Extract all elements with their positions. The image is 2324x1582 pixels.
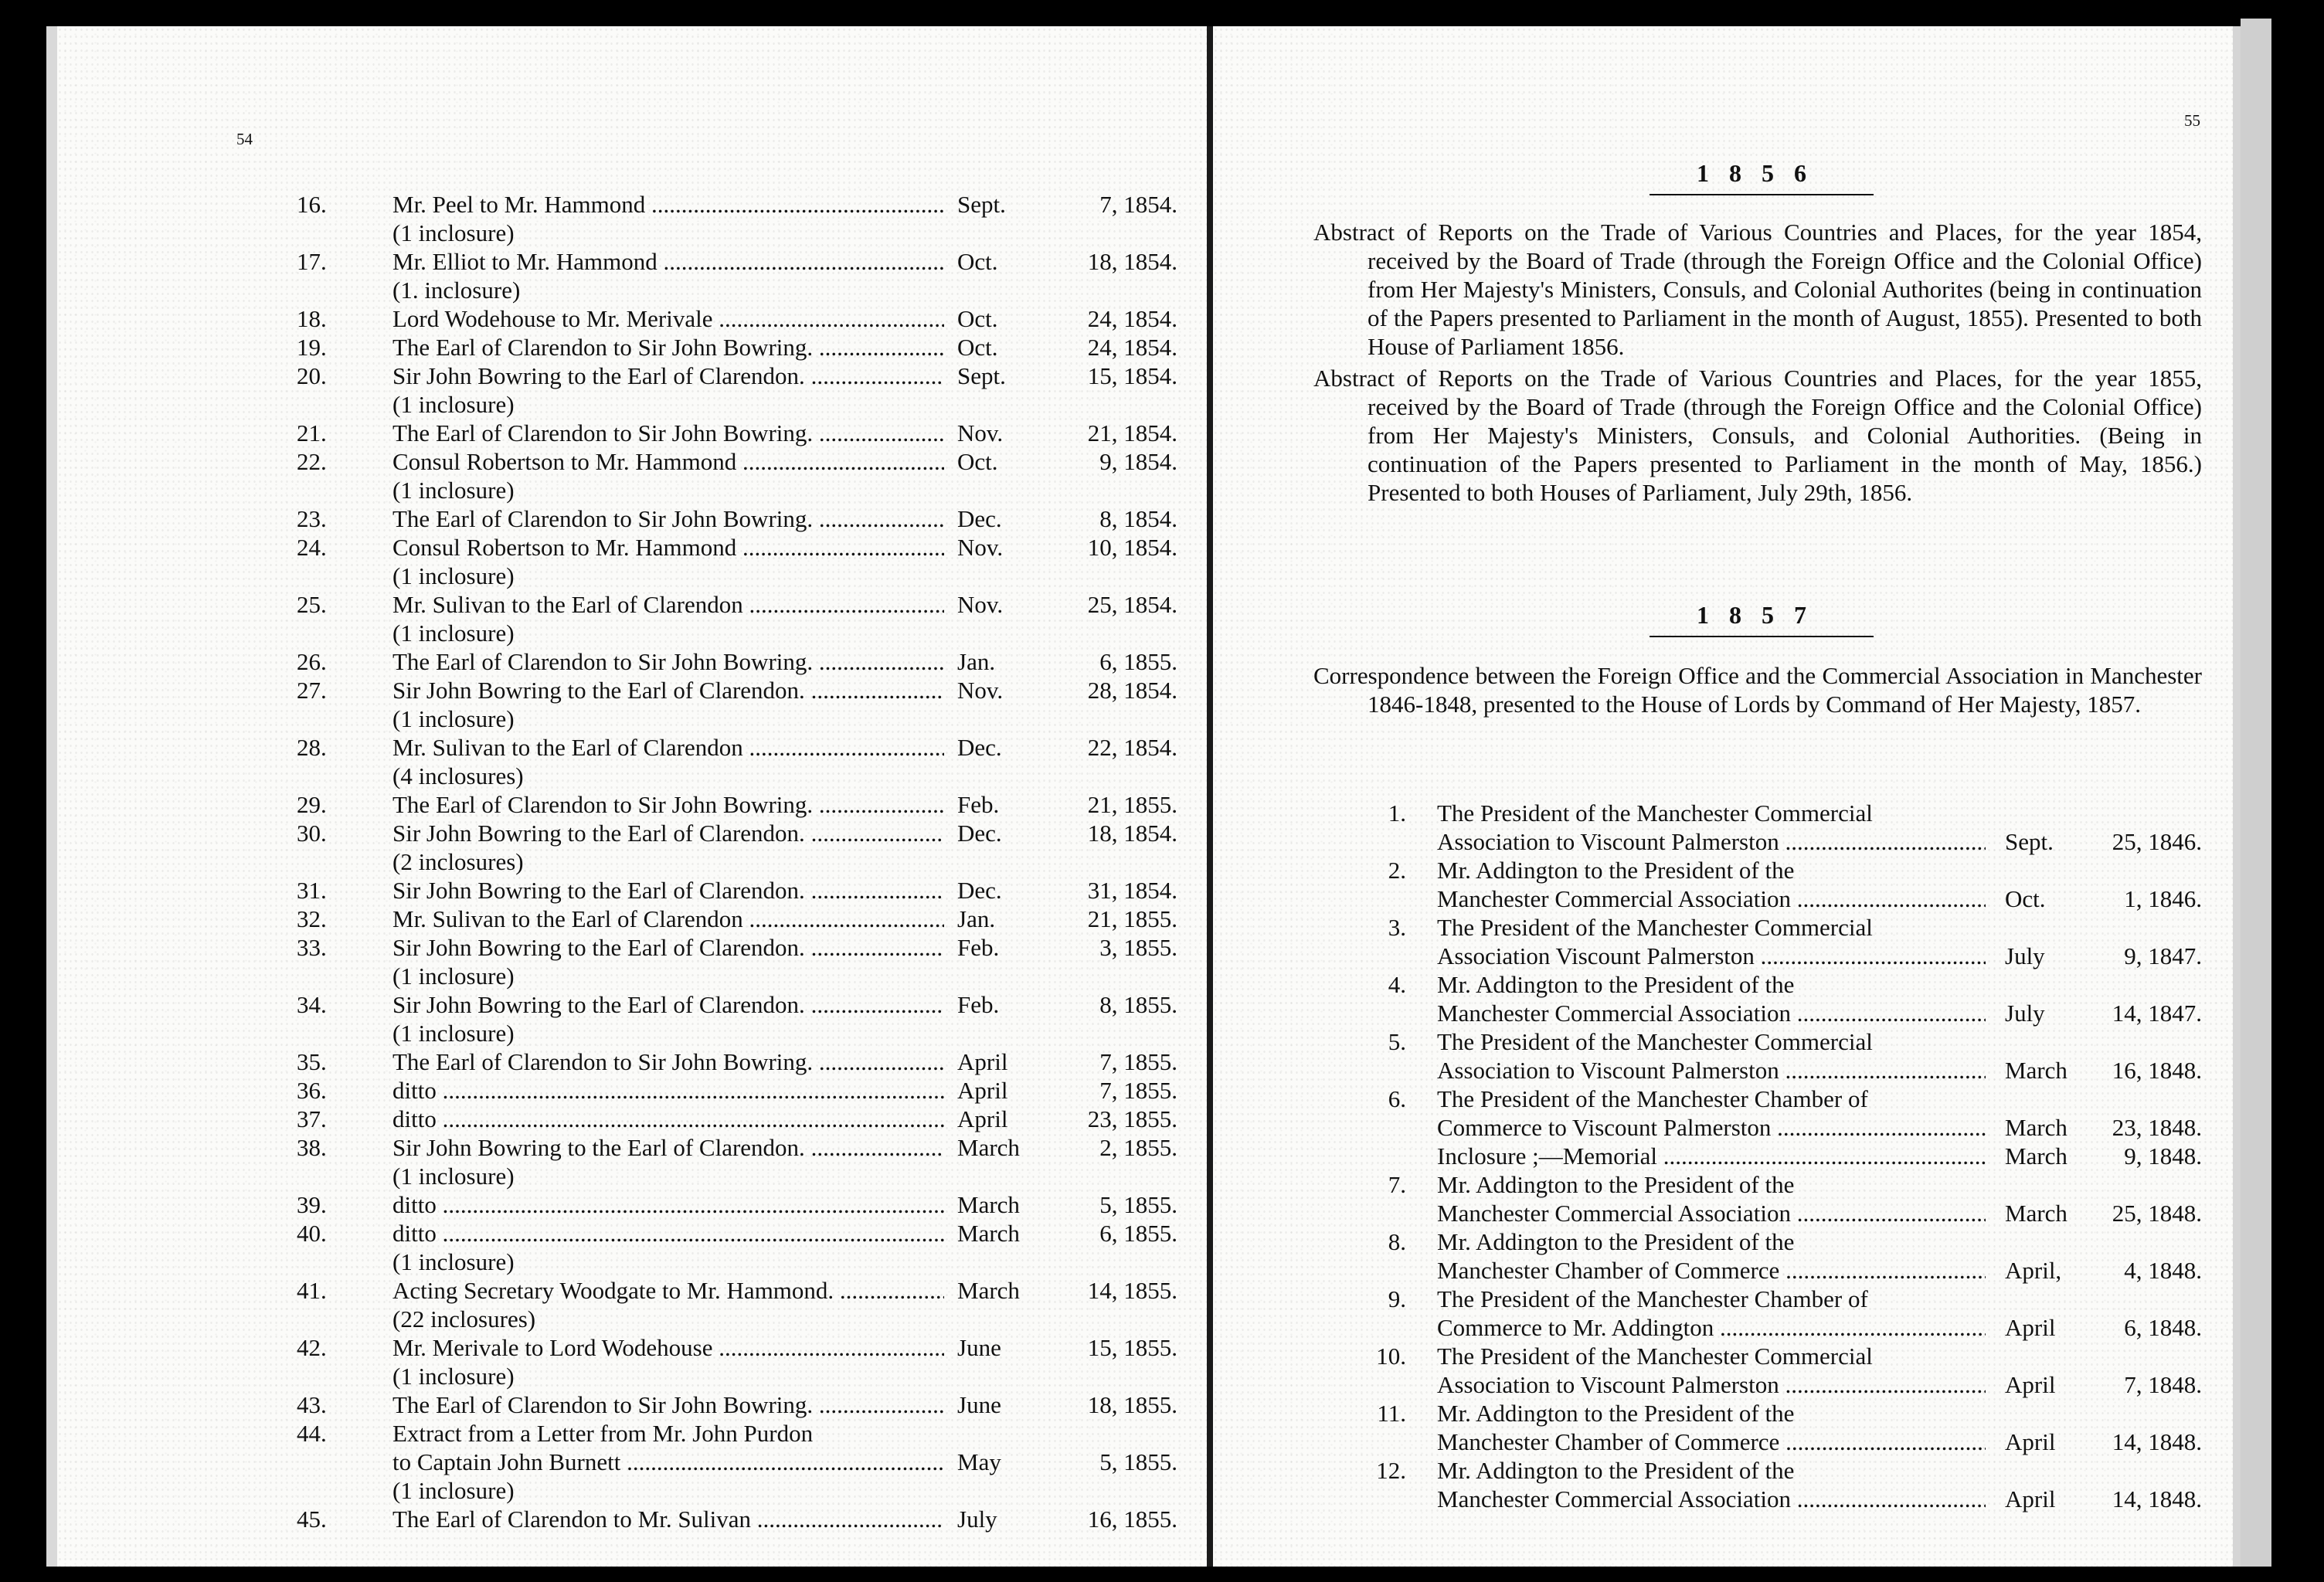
correspondence-title: Correspondence between the Foreign Office and the Commercial Association in Manchester 1846-1848, presented to the House of Lords by Command of Her Majesty, 1857. [1313, 662, 2202, 718]
entry-month: March [957, 1220, 1020, 1247]
entry-number: 35. [297, 1048, 327, 1075]
entry-date: 15, 1854. [1087, 362, 1177, 389]
correspondence-item [1313, 1170, 2202, 1227]
entry-date: 8, 1854. [1099, 505, 1177, 532]
entry-inclosure: (22 inclosures) [392, 1305, 536, 1332]
correspondence-item [1313, 1342, 2202, 1399]
abstract-1856-a: Abstract of Reports on the Trade of Various Countries and Places, for the year 1854, received by the Board of Trade (through the Foreign Office and the Colonial Office) from Her Majesty's Ministers, Consuls, and Colonial Authorites (being in continuation of the Papers presented to Parliament in the month of August, 1855). Presented to both House of Parliament 1856. [1313, 219, 2202, 360]
entry-inclosure: (1 inclosure) [392, 477, 515, 504]
item-line-2: Association to Viscount Palmerston ..... [1437, 1370, 1986, 1399]
item-number: 10. [1376, 1343, 1406, 1370]
entry-month: Feb. [957, 791, 1000, 818]
entry-number: 29. [297, 791, 327, 818]
entry-date: 23, 1855. [1087, 1105, 1177, 1132]
abstract-1856-b: Abstract of Reports on the Trade of Various Countries and Places, for the year 1855, received by the Board of Trade (through the Foreign Office and the Colonial Office) from Her Majesty's Ministers, Consuls, and Colonial Authorities. (Being in continuation of the Papers presented to Parliament in the month of May, 1856.) Presented to both Houses of Parliament, July 29th, 1856. [1313, 365, 2202, 506]
entry-month: Sept. [957, 191, 1006, 218]
item-date: 16, 1848. [2112, 1057, 2202, 1084]
entry-inclosure: (1 inclosure) [392, 562, 515, 589]
entry-date: 22, 1854. [1087, 734, 1177, 761]
letter-entry [297, 190, 1193, 247]
entry-month: Dec. [957, 505, 1002, 532]
item-date: 14, 1848. [2112, 1428, 2202, 1455]
item-month: July [2005, 1000, 2045, 1027]
item-line-1: Mr. Addington to the President of the [1437, 1228, 1795, 1255]
item-line-2: Manchester Commercial Association ..... [1437, 999, 1986, 1027]
letter-entry [297, 1219, 1193, 1276]
entry-inclosure: (1. inclosure) [392, 277, 521, 304]
entry-text: ditto ..... [392, 1190, 944, 1219]
entry-number: 33. [297, 934, 327, 961]
letter-entry [297, 1047, 1193, 1076]
item-line-2: Manchester Commercial Association ..... [1437, 1199, 1986, 1227]
item-number: 9. [1388, 1285, 1406, 1312]
correspondence-item [1313, 1085, 2202, 1170]
entry-number: 22. [297, 448, 327, 475]
item-line-1: The President of the Manchester Chamber of [1437, 1285, 1868, 1312]
entry-text: Acting Secretary Woodgate to Mr. Hammond. ..... [392, 1276, 944, 1305]
letter-entry [297, 1076, 1193, 1105]
entry-number: 34. [297, 991, 327, 1018]
item-date: 9, 1848. [2124, 1142, 2202, 1170]
entry-number: 38. [297, 1134, 327, 1161]
item-number: 5. [1388, 1028, 1406, 1055]
item-line-1: The President of the Manchester Commercial [1437, 914, 1873, 941]
item-line-2: Association to Viscount Palmerston ..... [1437, 1056, 1986, 1085]
entry-month: April [957, 1105, 1008, 1132]
entry-number: 24. [297, 534, 327, 561]
entry-text: Sir John Bowring to the Earl of Clarendon. ..... [392, 362, 944, 390]
item-date: 6, 1848. [2124, 1314, 2202, 1341]
item-line-1: Mr. Addington to the President of the [1437, 1457, 1795, 1484]
entry-inclosure: (4 inclosures) [392, 762, 524, 789]
entry-text: Consul Robertson to Mr. Hammond ..... [392, 533, 944, 562]
item-date: 9, 1847. [2124, 942, 2202, 969]
entry-text: Mr. Elliot to Mr. Hammond ..... [392, 247, 944, 276]
entry-number: 30. [297, 820, 327, 847]
year-heading-text: 1857 [1697, 601, 1826, 629]
entry-inclosure: (1 inclosure) [392, 1477, 515, 1504]
entry-text: The Earl of Clarendon to Sir John Bowring. ..... [392, 504, 944, 533]
letter-entry [297, 447, 1193, 504]
letter-entry [297, 905, 1193, 933]
entry-date: 9, 1854. [1099, 448, 1177, 475]
entry-month: Nov. [957, 591, 1004, 618]
entry-number: 41. [297, 1277, 327, 1304]
correspondence-item [1313, 913, 2202, 970]
entry-date: 21, 1855. [1087, 905, 1177, 932]
entry-inclosure: (1 inclosure) [392, 620, 515, 647]
item-line-1: The President of the Manchester Commercial [1437, 1028, 1873, 1055]
entry-number: 36. [297, 1077, 327, 1104]
entry-month: Oct. [957, 334, 998, 361]
entry-text: Sir John Bowring to the Earl of Clarendon. ..... [392, 933, 944, 962]
entry-date: 7, 1855. [1099, 1048, 1177, 1075]
correspondence-item [1313, 1456, 2202, 1513]
item-number: 8. [1388, 1228, 1406, 1255]
letter-entry [297, 1505, 1193, 1533]
letter-entry [297, 1419, 1193, 1505]
entry-date: 5, 1855. [1099, 1448, 1177, 1475]
left-page [46, 26, 1207, 1567]
letter-entry [297, 1105, 1193, 1133]
scan-edge [2241, 19, 2271, 1567]
entry-month: Jan. [957, 648, 996, 675]
entry-month: Nov. [957, 419, 1004, 446]
entry-text: ditto ..... [392, 1219, 944, 1248]
item-date: 1, 1846. [2124, 885, 2202, 912]
book-gutter [1207, 26, 1213, 1567]
entry-date: 8, 1855. [1099, 991, 1177, 1018]
item-number: 12. [1376, 1457, 1406, 1484]
letter-entry [297, 304, 1193, 333]
entry-date: 15, 1855. [1087, 1334, 1177, 1361]
entry-month: Sept. [957, 362, 1006, 389]
correspondence-item [1313, 1227, 2202, 1285]
entry-text: The Earl of Clarendon to Sir John Bowring. ..... [392, 647, 944, 676]
entry-month: Feb. [957, 991, 1000, 1018]
entry-text: ditto ..... [392, 1105, 944, 1133]
entry-date: 3, 1855. [1099, 934, 1177, 961]
entry-inclosure: (1 inclosure) [392, 1248, 515, 1275]
item-line-2: Association Viscount Palmerston ..... [1437, 942, 1986, 970]
entry-text: Extract from a Letter from Mr. John Purdon [392, 1420, 814, 1447]
entry-date: 5, 1855. [1099, 1191, 1177, 1218]
item-month: March [2005, 1200, 2067, 1227]
entry-text: Sir John Bowring to the Earl of Clarendon. ..... [392, 676, 944, 704]
entry-number: 32. [297, 905, 327, 932]
correspondence-item [1313, 1285, 2202, 1342]
entry-inclosure: (1 inclosure) [392, 705, 515, 732]
entry-month: Feb. [957, 934, 1000, 961]
correspondence-item [1313, 1027, 2202, 1085]
year-underline [1650, 636, 1874, 637]
entry-number: 27. [297, 677, 327, 704]
entry-month: Oct. [957, 448, 998, 475]
entry-month: July [957, 1506, 997, 1533]
letter-entry [297, 1190, 1193, 1219]
item-month: April [2005, 1485, 2056, 1512]
item-month: July [2005, 942, 2045, 969]
item-date: 25, 1846. [2112, 828, 2202, 855]
letter-entry [297, 533, 1193, 590]
entry-number: 28. [297, 734, 327, 761]
entry-date: 7, 1854. [1099, 191, 1177, 218]
entry-number: 25. [297, 591, 327, 618]
letter-entry [297, 647, 1193, 676]
entry-month: March [957, 1134, 1020, 1161]
entry-inclosure: (1 inclosure) [392, 219, 515, 246]
entry-text: The Earl of Clarendon to Sir John Bowring. ..... [392, 1390, 944, 1419]
item-date: 14, 1847. [2112, 1000, 2202, 1027]
entry-month: Oct. [957, 248, 998, 275]
entry-date: 6, 1855. [1099, 1220, 1177, 1247]
letter-entry [297, 504, 1193, 533]
entry-date: 6, 1855. [1099, 648, 1177, 675]
year-underline [1650, 194, 1874, 195]
letter-entry [297, 933, 1193, 990]
letter-entry [297, 362, 1193, 419]
entry-text: The Earl of Clarendon to Sir John Bowring. ..... [392, 419, 944, 447]
item-inclosure: Inclosure ;—Memorial ..... [1437, 1142, 1986, 1170]
item-number: 1. [1388, 799, 1406, 827]
entry-month: March [957, 1277, 1020, 1304]
correspondence-item [1313, 799, 2202, 856]
entry-text: Mr. Merivale to Lord Wodehouse ..... [392, 1333, 944, 1362]
item-line-1: Mr. Addington to the President of the [1437, 1171, 1795, 1198]
entry-text: Lord Wodehouse to Mr. Merivale ..... [392, 304, 944, 333]
item-number: 4. [1388, 971, 1406, 998]
entry-text: Mr. Sulivan to the Earl of Clarendon ..... [392, 905, 944, 933]
letter-entry [297, 1390, 1193, 1419]
abstract-paragraphs [1313, 218, 2202, 507]
correspondence-item [1313, 1399, 2202, 1456]
entry-month: June [957, 1334, 1001, 1361]
entry-inclosure: (1 inclosure) [392, 391, 515, 418]
entry-month: March [957, 1191, 1020, 1218]
entry-date: 21, 1855. [1087, 791, 1177, 818]
entry-inclosure: (1 inclosure) [392, 1363, 515, 1390]
item-date: 4, 1848. [2124, 1257, 2202, 1284]
entry-date: 18, 1854. [1087, 820, 1177, 847]
year-heading-1856 [1592, 159, 1932, 195]
entry-inclosure: (2 inclosures) [392, 848, 524, 875]
entry-text: ditto ..... [392, 1076, 944, 1105]
entry-text: Mr. Sulivan to the Earl of Clarendon ..... [392, 733, 944, 762]
entry-month: April [957, 1077, 1008, 1104]
item-month: April [2005, 1371, 2056, 1398]
entry-month: June [957, 1391, 1001, 1418]
entry-text: The Earl of Clarendon to Sir John Bowring. ..... [392, 333, 944, 362]
letter-entry [297, 1333, 1193, 1390]
entry-number: 16. [297, 191, 327, 218]
item-line-1: Mr. Addington to the President of the [1437, 971, 1795, 998]
item-line-1: The President of the Manchester Commercial [1437, 799, 1873, 827]
item-month: Oct. [2005, 885, 2046, 912]
entry-date: 7, 1855. [1099, 1077, 1177, 1104]
entry-text: The Earl of Clarendon to Mr. Sulivan ..... [392, 1505, 944, 1533]
item-number: 2. [1388, 857, 1406, 884]
letter-list [297, 190, 1193, 1533]
letter-entry [297, 1133, 1193, 1190]
year-heading-text: 1856 [1697, 159, 1826, 187]
letter-entry [297, 876, 1193, 905]
item-month: Sept. [2005, 828, 2054, 855]
correspondence-item [1313, 970, 2202, 1027]
entry-date: 25, 1854. [1087, 591, 1177, 618]
entry-inclosure: (1 inclosure) [392, 962, 515, 990]
entry-date: 16, 1855. [1087, 1506, 1177, 1533]
entry-date: 14, 1855. [1087, 1277, 1177, 1304]
entry-date: 24, 1854. [1087, 305, 1177, 332]
entry-number: 42. [297, 1334, 327, 1361]
entry-number: 18. [297, 305, 327, 332]
item-line-2: Manchester Chamber of Commerce ..... [1437, 1428, 1986, 1456]
entry-month: May [957, 1448, 1001, 1475]
entry-text: Mr. Sulivan to the Earl of Clarendon ..... [392, 590, 944, 619]
letter-entry [297, 990, 1193, 1047]
item-number: 7. [1388, 1171, 1406, 1198]
item-line-2: Association to Viscount Palmerston ..... [1437, 827, 1986, 856]
entry-date: 28, 1854. [1087, 677, 1177, 704]
item-line-1: The President of the Manchester Chamber of [1437, 1085, 1868, 1112]
entry-number: 43. [297, 1391, 327, 1418]
item-number: 11. [1377, 1400, 1406, 1427]
entry-month: Jan. [957, 905, 996, 932]
entry-date: 24, 1854. [1087, 334, 1177, 361]
item-month: March [2005, 1057, 2067, 1084]
entry-number: 20. [297, 362, 327, 389]
entry-text: Consul Robertson to Mr. Hammond ..... [392, 447, 944, 476]
entry-inclosure: (1 inclosure) [392, 1163, 515, 1190]
item-month: March [2005, 1142, 2067, 1170]
item-month: April, [2005, 1257, 2062, 1284]
item-number: 3. [1388, 914, 1406, 941]
entry-number: 40. [297, 1220, 327, 1247]
letter-entry [297, 790, 1193, 819]
entry-number: 26. [297, 648, 327, 675]
entry-month: April [957, 1048, 1008, 1075]
letter-entry [297, 819, 1193, 876]
item-date: 25, 1848. [2112, 1200, 2202, 1227]
item-line-1: The President of the Manchester Commercial [1437, 1343, 1873, 1370]
item-line-2: Manchester Chamber of Commerce ..... [1437, 1256, 1986, 1285]
entry-text: Mr. Peel to Mr. Hammond ..... [392, 190, 944, 219]
letter-entry [297, 247, 1193, 304]
item-month: April [2005, 1314, 2056, 1341]
letter-entry [297, 1276, 1193, 1333]
entry-number: 37. [297, 1105, 327, 1132]
item-line-2: Commerce to Mr. Addington ..... [1437, 1313, 1986, 1342]
entry-number: 45. [297, 1506, 327, 1533]
item-date: 23, 1848. [2112, 1114, 2202, 1141]
entry-date: 10, 1854. [1087, 534, 1177, 561]
entry-number: 19. [297, 334, 327, 361]
item-line-2: Manchester Commercial Association ..... [1437, 1485, 1986, 1513]
letter-entry [297, 590, 1193, 647]
entry-number: 39. [297, 1191, 327, 1218]
item-line-1: Mr. Addington to the President of the [1437, 857, 1795, 884]
item-month: April [2005, 1428, 2056, 1455]
item-line-2: Commerce to Viscount Palmerston ..... [1437, 1113, 1986, 1142]
entry-number: 31. [297, 877, 327, 904]
item-date: 14, 1848. [2112, 1485, 2202, 1512]
entry-text: Sir John Bowring to the Earl of Clarendon. ..... [392, 819, 944, 847]
entry-number: 17. [297, 248, 327, 275]
entry-month: Dec. [957, 820, 1002, 847]
entry-month: Nov. [957, 534, 1004, 561]
entry-month: Oct. [957, 305, 998, 332]
entry-number: 44. [297, 1420, 327, 1447]
correspondence-intro [1313, 661, 2202, 718]
entry-text-cont: to Captain John Burnett ..... [392, 1448, 944, 1476]
correspondence-item [1313, 856, 2202, 913]
entry-date: 2, 1855. [1099, 1134, 1177, 1161]
entry-inclosure: (1 inclosure) [392, 1020, 515, 1047]
entry-date: 18, 1855. [1087, 1391, 1177, 1418]
letter-entry [297, 419, 1193, 447]
letter-entry [297, 676, 1193, 733]
entry-number: 21. [297, 419, 327, 446]
letter-entry [297, 333, 1193, 362]
item-month: March [2005, 1114, 2067, 1141]
entry-text: Sir John Bowring to the Earl of Clarendon. ..... [392, 1133, 944, 1162]
entry-month: Dec. [957, 877, 1002, 904]
entry-text: The Earl of Clarendon to Sir John Bowring. ..... [392, 790, 944, 819]
entry-month: Dec. [957, 734, 1002, 761]
entry-text: Sir John Bowring to the Earl of Clarendon. ..... [392, 990, 944, 1019]
item-line-2: Manchester Commercial Association ..... [1437, 884, 1986, 913]
year-heading-1857 [1592, 601, 1932, 637]
entry-date: 21, 1854. [1087, 419, 1177, 446]
page-number-left: 54 [236, 130, 253, 148]
page-number-right: 55 [2184, 111, 2200, 130]
entry-text: The Earl of Clarendon to Sir John Bowring. ..... [392, 1047, 944, 1076]
correspondence-list [1313, 799, 2202, 1513]
entry-month: Nov. [957, 677, 1004, 704]
entry-text: Sir John Bowring to the Earl of Clarendon. ..... [392, 876, 944, 905]
right-page [1213, 26, 2241, 1567]
entry-date: 18, 1854. [1087, 248, 1177, 275]
letter-entry [297, 733, 1193, 790]
item-date: 7, 1848. [2124, 1371, 2202, 1398]
entry-date: 31, 1854. [1087, 877, 1177, 904]
item-number: 6. [1388, 1085, 1406, 1112]
entry-number: 23. [297, 505, 327, 532]
item-line-1: Mr. Addington to the President of the [1437, 1400, 1795, 1427]
